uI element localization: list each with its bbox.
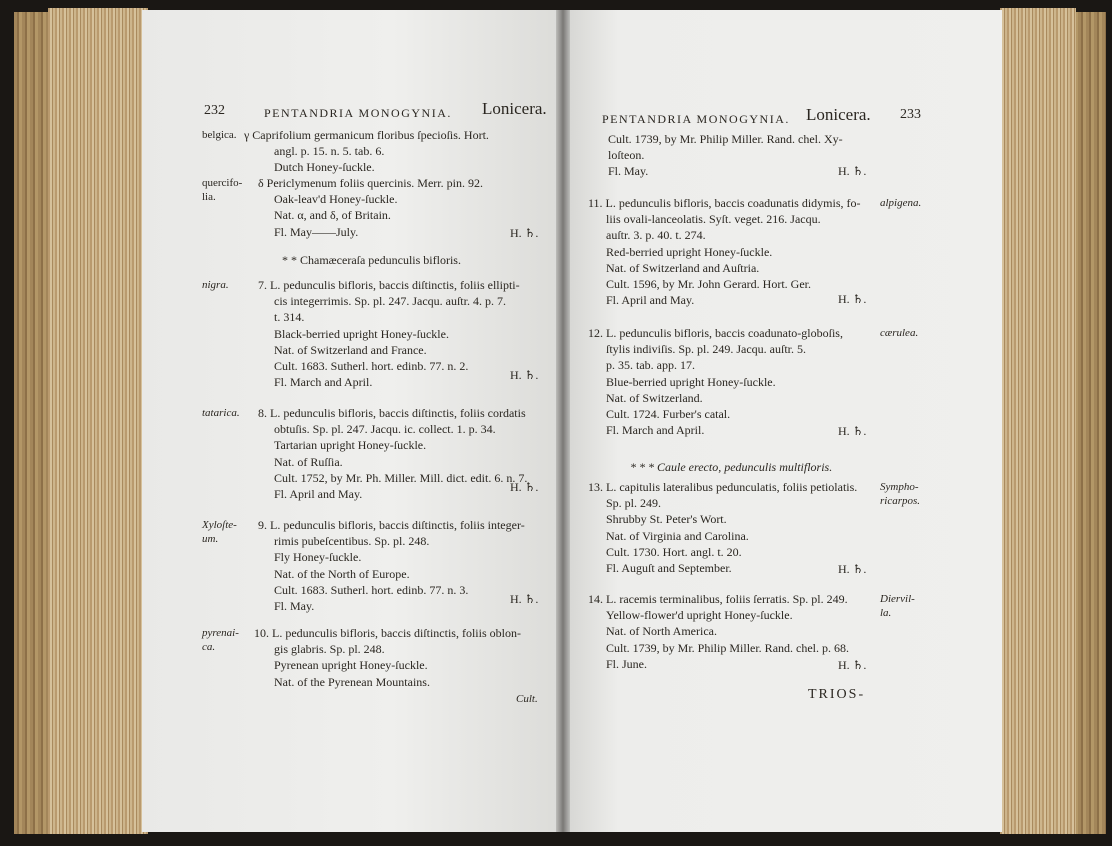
page-edges-left bbox=[48, 8, 148, 834]
entry-line: angl. p. 15. n. 5. tab. 6. bbox=[274, 144, 385, 159]
running-head: PENTANDRIA MONOGYNIA. bbox=[602, 112, 790, 126]
entry-line: Nat. of Switzerland and France. bbox=[274, 342, 427, 357]
entry-line: Cult. 1739, by Mr. Philip Miller. Rand. chel. p. 68. bbox=[606, 640, 849, 655]
entry-line: δ Periclymenum foliis quercinis. Merr. pin. 92. bbox=[258, 176, 483, 190]
entry-line: auſtr. 3. p. 40. t. 274. bbox=[606, 228, 706, 243]
page-edges-right bbox=[1000, 8, 1076, 834]
hardiness-mark: H. ♄. bbox=[510, 592, 539, 606]
entry-line: Fl. March and April. bbox=[606, 423, 705, 438]
hardiness-mark: H. ♄. bbox=[838, 562, 867, 576]
margin-species-name: quercifo- lia. bbox=[202, 177, 243, 203]
hardiness-mark: H. ♄. bbox=[838, 292, 867, 306]
entry-line: Fl. June. bbox=[606, 656, 648, 671]
entry-line: 11. L. pedunculis bifloris, baccis coadunatis didymis, fo- bbox=[588, 196, 861, 210]
margin-species-name: belgica. bbox=[202, 129, 237, 141]
entry-line: Oak-leav'd Honey-ſuckle. bbox=[274, 192, 398, 207]
entry-line: Shrubby St. Peter's Wort. bbox=[606, 512, 727, 527]
entry-line: Fl. May——July. bbox=[274, 224, 359, 239]
entry-line: Fl. March and April. bbox=[274, 375, 373, 390]
hardiness-mark: H. ♄. bbox=[838, 164, 867, 178]
entry-line: Nat. of the North of Europe. bbox=[274, 566, 410, 581]
entry-line: cis integerrimis. Sp. pl. 247. Jacqu. auſtr. 4. p. 7. bbox=[274, 294, 506, 309]
entry-line: Blue-berried upright Honey-ſuckle. bbox=[606, 374, 776, 389]
entry-line: Nat. of Ruſſia. bbox=[274, 454, 343, 469]
entry-line: Dutch Honey-ſuckle. bbox=[274, 160, 375, 175]
entry-line: rimis pubeſcentibus. Sp. pl. 248. bbox=[274, 534, 430, 549]
entry-line: obtuſis. Sp. pl. 247. Jacqu. ic. collect. 1. p. 34. bbox=[274, 422, 496, 437]
section-heading: * * * Caule erecto, pedunculis multifloris. bbox=[630, 460, 833, 474]
entry-line: ſtylis indiviſis. Sp. pl. 249. Jacqu. auſtr. 5. bbox=[606, 342, 807, 357]
hardiness-mark: H. ♄. bbox=[510, 480, 539, 494]
catchword: TRIOS- bbox=[808, 687, 866, 702]
left-page bbox=[142, 10, 560, 832]
entry-line: Fl. Auguſt and September. bbox=[606, 561, 732, 575]
running-head: PENTANDRIA MONOGYNIA. bbox=[264, 106, 452, 120]
entry-line: Cult. 1596, by Mr. John Gerard. Hort. Ger. bbox=[606, 277, 811, 291]
entry-line: Nat. of Virginia and Carolina. bbox=[606, 528, 749, 543]
entry-line: 14. L. racemis terminalibus, foliis ſerratis. Sp. pl. 249. bbox=[588, 592, 848, 606]
entry-line: Fl. April and May. bbox=[606, 293, 695, 308]
entry-line: Fly Honey-ſuckle. bbox=[274, 550, 362, 565]
hardiness-mark: H. ♄. bbox=[838, 424, 867, 438]
margin-species-name: nigra. bbox=[202, 279, 229, 291]
entry-line: 7. L. pedunculis bifloris, baccis diſtinctis, foliis ellipti- bbox=[258, 278, 520, 292]
entry-line: Yellow-flower'd upright Honey-ſuckle. bbox=[606, 608, 793, 623]
entry-line: Fl. May. bbox=[608, 164, 649, 179]
entry-line: 13. L. capitulis lateralibus pedunculatis, foliis petiolatis. bbox=[588, 480, 858, 494]
genus-name: Lonicera. bbox=[806, 105, 871, 124]
margin-species-name: Sympho- ricarpos. bbox=[880, 481, 921, 507]
entry-line: Cult. 1683. Sutherl. hort. edinb. 77. n. 2. bbox=[274, 359, 469, 373]
page-number: 233 bbox=[900, 107, 921, 122]
margin-species-name: alpigena. bbox=[880, 197, 922, 209]
hardiness-mark: H. ♄. bbox=[510, 368, 539, 382]
entry-line: Cult. 1724. Furber's catal. bbox=[606, 407, 731, 421]
section-heading: * * Chamæceraſa pedunculis bifloris. bbox=[282, 253, 461, 267]
entry-line: Tartarian upright Honey-ſuckle. bbox=[274, 438, 427, 453]
entry-line: Cult. 1683. Sutherl. hort. edinb. 77. n. 3. bbox=[274, 582, 469, 597]
hardiness-mark: H. ♄. bbox=[510, 226, 539, 240]
entry-line: 12. L. pedunculis bifloris, baccis coadunato-globoſis, bbox=[588, 326, 843, 340]
entry-line: liis ovali-lanceolatis. Syſt. veget. 216. Jacqu. bbox=[606, 212, 821, 227]
margin-species-name: Xyloſte- um. bbox=[202, 519, 237, 545]
entry-line: Nat. α, and δ, of Britain. bbox=[274, 208, 391, 223]
entry-line: Nat. of Switzerland. bbox=[606, 390, 703, 405]
margin-species-name: cærulea. bbox=[880, 327, 919, 339]
entry-line: Red-berried upright Honey-ſuckle. bbox=[606, 244, 773, 259]
entry-line: Nat. of Switzerland and Auſtria. bbox=[606, 260, 760, 275]
entry-line: 9. L. pedunculis bifloris, baccis diſtinctis, foliis integer- bbox=[258, 518, 525, 532]
entry-line: Fl. April and May. bbox=[274, 487, 363, 501]
margin-species-name: pyrenai- ca. bbox=[202, 627, 239, 653]
entry-line: gis glabris. Sp. pl. 248. bbox=[274, 642, 385, 657]
book-gutter bbox=[556, 10, 570, 832]
entry-line: 8. L. pedunculis bifloris, baccis diſtinctis, foliis cordatis bbox=[258, 406, 526, 420]
entry-line: p. 35. tab. app. 17. bbox=[606, 358, 695, 373]
entry-line: t. 314. bbox=[274, 310, 305, 325]
entry-line: Fl. May. bbox=[274, 599, 315, 613]
margin-species-name: tatarica. bbox=[202, 407, 240, 419]
entry-line: Pyrenean upright Honey-ſuckle. bbox=[274, 658, 428, 673]
page-number: 232 bbox=[204, 103, 225, 118]
entry-line: Cult. 1730. Hort. angl. t. 20. bbox=[606, 544, 742, 559]
entry-line: Nat. of the Pyrenean Mountains. bbox=[274, 674, 430, 689]
right-page bbox=[566, 10, 1002, 832]
entry-line: loſteon. bbox=[608, 148, 645, 163]
entry-line: γ Caprifolium germanicum floribus ſpecioſis. Hort. bbox=[244, 128, 489, 142]
entry-line: 10. L. pedunculis bifloris, baccis diſtinctis, foliis oblon- bbox=[254, 626, 521, 640]
entry-line: Cult. 1739, by Mr. Philip Miller. Rand. chel. Xy- bbox=[608, 132, 843, 146]
entry-line: Sp. pl. 249. bbox=[606, 496, 662, 511]
entry-line: Black-berried upright Honey-ſuckle. bbox=[274, 326, 449, 341]
margin-species-name: Diervil- la. bbox=[880, 593, 915, 619]
genus-name: Lonicera. bbox=[482, 99, 547, 118]
entry-line: Cult. 1752, by Mr. Ph. Miller. Mill. dict. edit. 6. n. 7. bbox=[274, 470, 528, 485]
catchword: Cult. bbox=[516, 693, 538, 705]
entry-line: Nat. of North America. bbox=[606, 624, 717, 639]
hardiness-mark: H. ♄. bbox=[838, 658, 867, 672]
